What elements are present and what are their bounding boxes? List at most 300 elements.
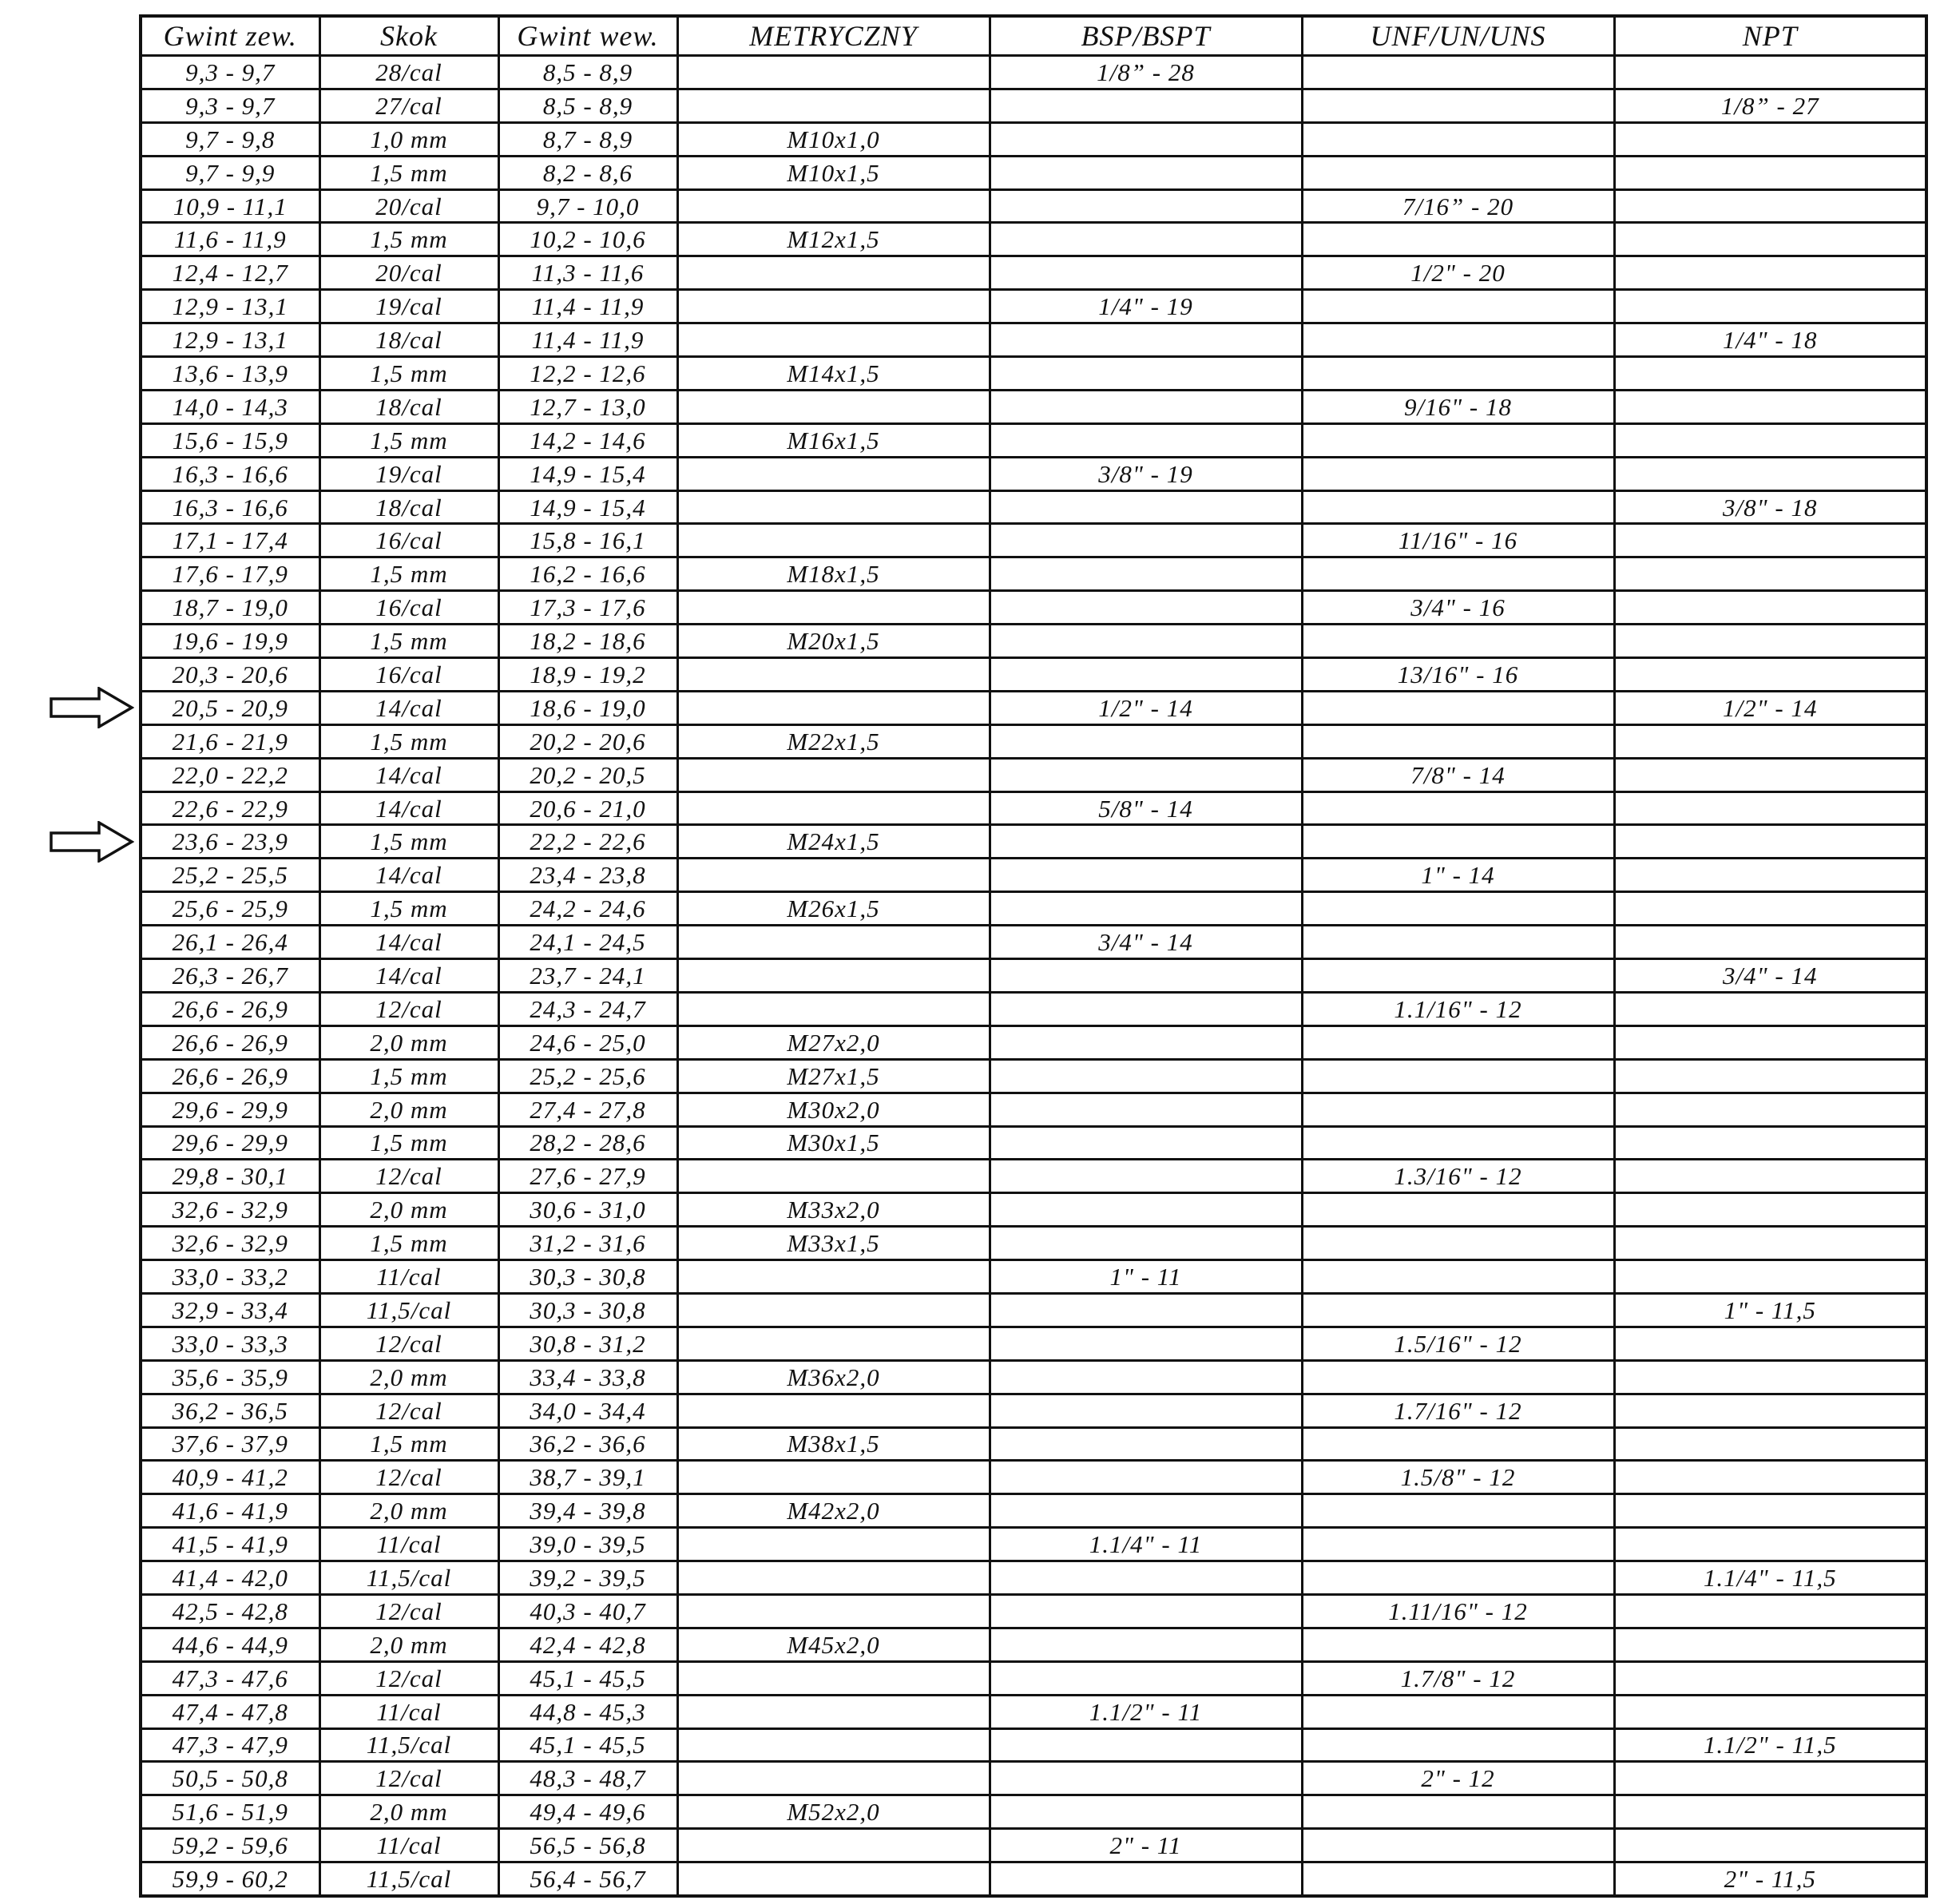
cell-skok: 14/cal [319,691,498,724]
cell-unf-un-uns [1302,156,1614,189]
cell-skok: 12/cal [319,1762,498,1795]
cell-gwint-wew: 27,4 - 27,8 [498,1093,677,1126]
cell-bsp-bspt [990,1193,1302,1227]
table-row [141,892,1926,926]
cell-skok: 14/cal [319,959,498,993]
cell-gwint-zew: 59,2 - 59,6 [141,1829,319,1862]
cell-gwint-zew: 26,6 - 26,9 [141,1059,319,1093]
cell-metryczny [677,323,990,357]
cell-npt: 2" - 11,5 [1614,1862,1926,1896]
cell-gwint-zew: 16,3 - 16,6 [141,457,319,490]
table-row [141,1427,1926,1461]
cell-npt [1614,1829,1926,1862]
cell-skok: 1,5 mm [319,892,498,926]
cell-skok: 1,5 mm [319,223,498,256]
cell-skok: 1,5 mm [319,423,498,457]
cell-gwint-wew: 22,2 - 22,6 [498,825,677,859]
cell-gwint-zew: 18,7 - 19,0 [141,591,319,625]
cell-unf-un-uns: 11/16" - 16 [1302,524,1614,557]
cell-npt [1614,825,1926,859]
cell-unf-un-uns [1302,724,1614,758]
cell-unf-un-uns: 7/16” - 20 [1302,189,1614,223]
cell-gwint-zew: 19,6 - 19,9 [141,625,319,658]
table-row [141,156,1926,189]
cell-unf-un-uns: 1.11/16" - 12 [1302,1594,1614,1628]
cell-npt [1614,1327,1926,1360]
cell-unf-un-uns: 1/2" - 20 [1302,256,1614,290]
cell-npt [1614,1227,1926,1260]
cell-gwint-zew: 12,9 - 13,1 [141,323,319,357]
cell-gwint-wew: 18,9 - 19,2 [498,658,677,692]
cell-npt [1614,1025,1926,1059]
cell-metryczny [677,390,990,423]
cell-unf-un-uns: 1.3/16" - 12 [1302,1160,1614,1193]
table-row [141,357,1926,391]
cell-npt [1614,357,1926,391]
cell-gwint-wew: 20,6 - 21,0 [498,791,677,825]
cell-bsp-bspt [990,357,1302,391]
cell-gwint-zew: 41,5 - 41,9 [141,1528,319,1561]
cell-gwint-zew: 16,3 - 16,6 [141,490,319,524]
cell-gwint-zew: 35,6 - 35,9 [141,1360,319,1394]
cell-bsp-bspt [990,859,1302,892]
cell-bsp-bspt [990,959,1302,993]
cell-gwint-wew: 24,1 - 24,5 [498,926,677,959]
cell-gwint-zew: 9,7 - 9,8 [141,122,319,156]
cell-gwint-wew: 14,9 - 15,4 [498,457,677,490]
cell-npt: 1/8” - 27 [1614,89,1926,122]
cell-unf-un-uns [1302,56,1614,89]
cell-npt [1614,992,1926,1025]
cell-skok: 18/cal [319,390,498,423]
table-row [141,1795,1926,1829]
cell-bsp-bspt [990,892,1302,926]
cell-metryczny: M42x2,0 [677,1494,990,1528]
cell-npt [1614,122,1926,156]
cell-gwint-zew: 47,3 - 47,9 [141,1728,319,1762]
table-row [141,1059,1926,1093]
cell-gwint-wew: 11,3 - 11,6 [498,256,677,290]
cell-skok: 12/cal [319,1661,498,1695]
cell-metryczny [677,56,990,89]
cell-npt [1614,390,1926,423]
cell-metryczny: M18x1,5 [677,557,990,591]
cell-bsp-bspt [990,1293,1302,1327]
cell-npt [1614,658,1926,692]
cell-skok: 2,0 mm [319,1193,498,1227]
cell-unf-un-uns [1302,1829,1614,1862]
cell-npt [1614,1360,1926,1394]
cell-gwint-zew: 21,6 - 21,9 [141,724,319,758]
cell-bsp-bspt [990,1862,1302,1896]
cell-npt [1614,591,1926,625]
cell-unf-un-uns: 1.5/8" - 12 [1302,1461,1614,1494]
cell-gwint-wew: 11,4 - 11,9 [498,323,677,357]
cell-gwint-wew: 17,3 - 17,6 [498,591,677,625]
cell-skok: 11/cal [319,1528,498,1561]
cell-gwint-zew: 11,6 - 11,9 [141,223,319,256]
cell-metryczny [677,1561,990,1595]
cell-npt [1614,758,1926,791]
table-row [141,56,1926,89]
cell-unf-un-uns [1302,122,1614,156]
cell-unf-un-uns [1302,1427,1614,1461]
table-row [141,189,1926,223]
cell-skok: 1,5 mm [319,557,498,591]
table-row [141,1394,1926,1427]
table-row [141,1260,1926,1294]
cell-skok: 20/cal [319,256,498,290]
cell-gwint-wew: 45,1 - 45,5 [498,1728,677,1762]
cell-metryczny: M10x1,5 [677,156,990,189]
cell-gwint-zew: 40,9 - 41,2 [141,1461,319,1494]
cell-unf-un-uns: 1.1/16" - 12 [1302,992,1614,1025]
cell-skok: 1,5 mm [319,1427,498,1461]
cell-gwint-wew: 8,2 - 8,6 [498,156,677,189]
cell-skok: 1,5 mm [319,825,498,859]
table-row [141,1661,1926,1695]
table-row [141,1461,1926,1494]
cell-bsp-bspt [990,323,1302,357]
header-skok: Skok [319,16,498,56]
cell-metryczny [677,691,990,724]
cell-npt [1614,926,1926,959]
cell-unf-un-uns [1302,1728,1614,1762]
cell-npt [1614,1093,1926,1126]
cell-metryczny: M16x1,5 [677,423,990,457]
cell-npt: 3/8" - 18 [1614,490,1926,524]
cell-bsp-bspt: 1/4" - 19 [990,290,1302,323]
cell-skok: 16/cal [319,658,498,692]
cell-unf-un-uns [1302,423,1614,457]
cell-gwint-zew: 9,3 - 9,7 [141,56,319,89]
cell-metryczny [677,959,990,993]
cell-bsp-bspt [990,1394,1302,1427]
cell-gwint-wew: 8,7 - 8,9 [498,122,677,156]
cell-gwint-zew: 59,9 - 60,2 [141,1862,319,1896]
cell-metryczny [677,791,990,825]
cell-gwint-wew: 48,3 - 48,7 [498,1762,677,1795]
cell-unf-un-uns: 2" - 12 [1302,1762,1614,1795]
cell-bsp-bspt [990,1461,1302,1494]
cell-gwint-wew: 16,2 - 16,6 [498,557,677,591]
cell-skok: 2,0 mm [319,1093,498,1126]
cell-skok: 11,5/cal [319,1561,498,1595]
table-row [141,926,1926,959]
cell-bsp-bspt: 2" - 11 [990,1829,1302,1862]
cell-skok: 1,5 mm [319,724,498,758]
cell-metryczny [677,524,990,557]
cell-gwint-wew: 8,5 - 8,9 [498,56,677,89]
cell-bsp-bspt [990,223,1302,256]
cell-bsp-bspt [990,156,1302,189]
cell-skok: 2,0 mm [319,1360,498,1394]
cell-gwint-zew: 33,0 - 33,2 [141,1260,319,1294]
cell-npt: 1/4" - 18 [1614,323,1926,357]
cell-bsp-bspt: 1.1/2" - 11 [990,1695,1302,1728]
cell-unf-un-uns [1302,625,1614,658]
cell-bsp-bspt [990,625,1302,658]
cell-unf-un-uns: 1" - 14 [1302,859,1614,892]
cell-npt [1614,1394,1926,1427]
cell-metryczny [677,859,990,892]
cell-unf-un-uns [1302,557,1614,591]
table-row [141,825,1926,859]
cell-skok: 14/cal [319,926,498,959]
table-row [141,1193,1926,1227]
table-row [141,1561,1926,1595]
cell-metryczny: M27x2,0 [677,1025,990,1059]
cell-metryczny: M14x1,5 [677,357,990,391]
table-row [141,1293,1926,1327]
cell-skok: 1,5 mm [319,625,498,658]
table-row [141,859,1926,892]
cell-metryczny [677,89,990,122]
cell-gwint-wew: 39,4 - 39,8 [498,1494,677,1528]
cell-metryczny: M27x1,5 [677,1059,990,1093]
cell-gwint-wew: 10,2 - 10,6 [498,223,677,256]
table-row [141,457,1926,490]
header-bsp-bspt: BSP/BSPT [990,16,1302,56]
cell-gwint-wew: 27,6 - 27,9 [498,1160,677,1193]
cell-gwint-zew: 41,6 - 41,9 [141,1494,319,1528]
cell-npt: 3/4" - 14 [1614,959,1926,993]
cell-metryczny [677,189,990,223]
cell-unf-un-uns [1302,1059,1614,1093]
cell-unf-un-uns: 1.5/16" - 12 [1302,1327,1614,1360]
cell-npt [1614,1260,1926,1294]
cell-skok: 11,5/cal [319,1293,498,1327]
thread-conversion-table [139,14,1928,1898]
cell-gwint-wew: 40,3 - 40,7 [498,1594,677,1628]
cell-npt [1614,625,1926,658]
cell-metryczny [677,658,990,692]
cell-unf-un-uns [1302,1862,1614,1896]
cell-skok: 18/cal [319,490,498,524]
cell-metryczny [677,1862,990,1896]
cell-skok: 12/cal [319,1594,498,1628]
header-gwint-zew: Gwint zew. [141,16,319,56]
cell-skok: 12/cal [319,1160,498,1193]
cell-skok: 2,0 mm [319,1494,498,1528]
header-gwint-wew: Gwint wew. [498,16,677,56]
cell-unf-un-uns: 1.7/16" - 12 [1302,1394,1614,1427]
cell-gwint-wew: 42,4 - 42,8 [498,1628,677,1661]
cell-bsp-bspt [990,1327,1302,1360]
cell-gwint-zew: 15,6 - 15,9 [141,423,319,457]
cell-gwint-zew: 44,6 - 44,9 [141,1628,319,1661]
cell-bsp-bspt [990,423,1302,457]
table-row [141,223,1926,256]
cell-bsp-bspt [990,189,1302,223]
cell-gwint-wew: 20,2 - 20,5 [498,758,677,791]
cell-unf-un-uns [1302,892,1614,926]
cell-npt [1614,1695,1926,1728]
cell-metryczny [677,457,990,490]
header-npt: NPT [1614,16,1926,56]
cell-bsp-bspt [990,1160,1302,1193]
cell-unf-un-uns [1302,1025,1614,1059]
table-row [141,490,1926,524]
cell-bsp-bspt [990,825,1302,859]
cell-unf-un-uns [1302,1260,1614,1294]
cell-bsp-bspt [990,658,1302,692]
table-row [141,1494,1926,1528]
cell-gwint-wew: 18,6 - 19,0 [498,691,677,724]
table-row [141,1025,1926,1059]
cell-gwint-zew: 26,6 - 26,9 [141,1025,319,1059]
cell-gwint-wew: 12,7 - 13,0 [498,390,677,423]
cell-skok: 14/cal [319,859,498,892]
cell-gwint-zew: 41,4 - 42,0 [141,1561,319,1595]
cell-skok: 11/cal [319,1829,498,1862]
table-row [141,1829,1926,1862]
table-body [141,56,1926,1896]
cell-metryczny [677,1594,990,1628]
cell-bsp-bspt [990,1661,1302,1695]
cell-bsp-bspt [990,1728,1302,1762]
cell-bsp-bspt: 1" - 11 [990,1260,1302,1294]
cell-bsp-bspt [990,758,1302,791]
cell-gwint-zew: 32,9 - 33,4 [141,1293,319,1327]
cell-bsp-bspt [990,524,1302,557]
cell-npt: 1.1/2" - 11,5 [1614,1728,1926,1762]
cell-metryczny [677,992,990,1025]
cell-gwint-zew: 32,6 - 32,9 [141,1227,319,1260]
cell-gwint-wew: 31,2 - 31,6 [498,1227,677,1260]
cell-metryczny: M24x1,5 [677,825,990,859]
cell-skok: 20/cal [319,189,498,223]
cell-unf-un-uns [1302,1360,1614,1394]
cell-skok: 14/cal [319,758,498,791]
cell-skok: 19/cal [319,457,498,490]
cell-skok: 16/cal [319,591,498,625]
cell-npt [1614,256,1926,290]
cell-metryczny: M45x2,0 [677,1628,990,1661]
table-row [141,390,1926,423]
cell-metryczny: M52x2,0 [677,1795,990,1829]
arrow-right-icon [50,687,134,728]
table-row [141,791,1926,825]
cell-gwint-wew: 30,8 - 31,2 [498,1327,677,1360]
cell-bsp-bspt [990,1360,1302,1394]
cell-gwint-zew: 13,6 - 13,9 [141,357,319,391]
cell-gwint-zew: 29,6 - 29,9 [141,1126,319,1160]
table-row [141,591,1926,625]
cell-metryczny [677,1661,990,1695]
cell-gwint-wew: 49,4 - 49,6 [498,1795,677,1829]
cell-metryczny [677,1728,990,1762]
header-unf-un-uns: UNF/UN/UNS [1302,16,1614,56]
cell-metryczny [677,256,990,290]
cell-bsp-bspt [990,1628,1302,1661]
cell-bsp-bspt [990,557,1302,591]
cell-unf-un-uns: 3/4" - 16 [1302,591,1614,625]
cell-gwint-zew: 26,3 - 26,7 [141,959,319,993]
cell-unf-un-uns: 7/8" - 14 [1302,758,1614,791]
cell-metryczny [677,1762,990,1795]
cell-metryczny: M22x1,5 [677,724,990,758]
cell-npt [1614,1160,1926,1193]
cell-metryczny: M33x1,5 [677,1227,990,1260]
table-row [141,1862,1926,1896]
cell-skok: 2,0 mm [319,1628,498,1661]
cell-gwint-zew: 26,6 - 26,9 [141,992,319,1025]
cell-gwint-wew: 14,2 - 14,6 [498,423,677,457]
cell-unf-un-uns [1302,323,1614,357]
cell-gwint-zew: 42,5 - 42,8 [141,1594,319,1628]
cell-gwint-zew: 20,5 - 20,9 [141,691,319,724]
table-row [141,1528,1926,1561]
cell-gwint-zew: 20,3 - 20,6 [141,658,319,692]
table-row [141,1360,1926,1394]
cell-metryczny: M26x1,5 [677,892,990,926]
cell-bsp-bspt [990,1025,1302,1059]
cell-metryczny [677,1829,990,1862]
cell-gwint-wew: 30,6 - 31,0 [498,1193,677,1227]
cell-npt [1614,1628,1926,1661]
cell-bsp-bspt: 1/8” - 28 [990,56,1302,89]
cell-skok: 28/cal [319,56,498,89]
cell-bsp-bspt [990,1427,1302,1461]
cell-metryczny [677,1160,990,1193]
cell-npt [1614,892,1926,926]
cell-npt [1614,189,1926,223]
cell-gwint-zew: 32,6 - 32,9 [141,1193,319,1227]
table-row [141,1728,1926,1762]
cell-skok: 27/cal [319,89,498,122]
cell-metryczny [677,1394,990,1427]
cell-skok: 1,5 mm [319,1227,498,1260]
cell-gwint-zew: 26,1 - 26,4 [141,926,319,959]
cell-skok: 11,5/cal [319,1862,498,1896]
table-row [141,1762,1926,1795]
cell-unf-un-uns [1302,89,1614,122]
cell-unf-un-uns [1302,1494,1614,1528]
cell-unf-un-uns [1302,1528,1614,1561]
cell-gwint-zew: 22,6 - 22,9 [141,791,319,825]
table-row [141,1628,1926,1661]
cell-unf-un-uns [1302,1695,1614,1728]
cell-unf-un-uns [1302,926,1614,959]
cell-gwint-zew: 36,2 - 36,5 [141,1394,319,1427]
cell-gwint-wew: 23,7 - 24,1 [498,959,677,993]
cell-bsp-bspt: 3/4" - 14 [990,926,1302,959]
cell-bsp-bspt: 1.1/4" - 11 [990,1528,1302,1561]
cell-gwint-wew: 11,4 - 11,9 [498,290,677,323]
cell-bsp-bspt [990,1795,1302,1829]
cell-skok: 1,5 mm [319,1059,498,1093]
cell-unf-un-uns [1302,457,1614,490]
cell-metryczny [677,926,990,959]
cell-gwint-zew: 12,4 - 12,7 [141,256,319,290]
cell-metryczny [677,1260,990,1294]
header-metryczny: METRYCZNY [677,16,990,56]
cell-gwint-wew: 33,4 - 33,8 [498,1360,677,1394]
cell-gwint-wew: 34,0 - 34,4 [498,1394,677,1427]
cell-skok: 12/cal [319,1394,498,1427]
cell-npt [1614,1661,1926,1695]
cell-gwint-wew: 39,0 - 39,5 [498,1528,677,1561]
cell-gwint-zew: 17,6 - 17,9 [141,557,319,591]
cell-skok: 1,5 mm [319,357,498,391]
cell-npt [1614,1193,1926,1227]
cell-bsp-bspt [990,1093,1302,1126]
cell-gwint-zew: 23,6 - 23,9 [141,825,319,859]
cell-unf-un-uns [1302,290,1614,323]
table-row [141,1160,1926,1193]
table-row [141,992,1926,1025]
